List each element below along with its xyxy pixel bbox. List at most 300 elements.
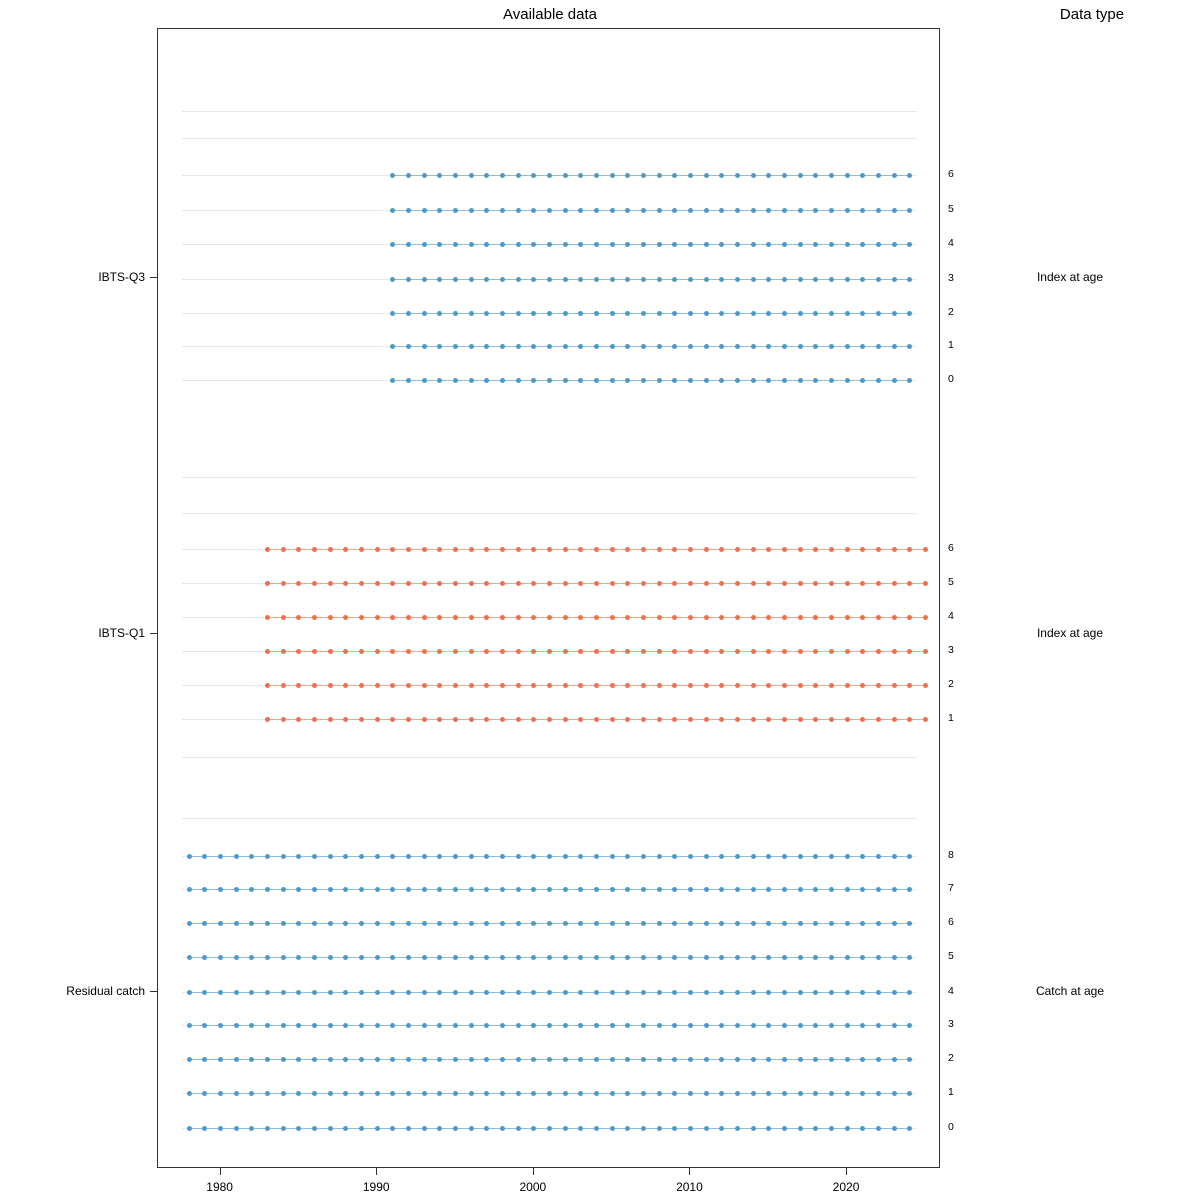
data-point	[829, 649, 834, 654]
data-point	[249, 990, 254, 995]
data-point	[202, 887, 207, 892]
data-point	[719, 955, 724, 960]
data-point	[422, 242, 427, 247]
data-point	[484, 683, 489, 688]
data-point	[641, 955, 646, 960]
data-point	[751, 683, 756, 688]
data-point	[484, 208, 489, 213]
data-point	[375, 854, 380, 859]
data-point	[829, 887, 834, 892]
data-point	[860, 854, 865, 859]
data-point	[782, 1091, 787, 1096]
data-point	[735, 955, 740, 960]
data-point	[798, 547, 803, 552]
data-point	[610, 990, 615, 995]
data-point	[594, 173, 599, 178]
data-point	[657, 1057, 662, 1062]
data-point	[594, 1023, 599, 1028]
data-point	[719, 887, 724, 892]
data-point	[641, 344, 646, 349]
data-point	[328, 1057, 333, 1062]
data-point	[234, 1126, 239, 1131]
data-point	[437, 887, 442, 892]
data-point	[860, 1091, 865, 1096]
data-point	[249, 887, 254, 892]
data-point	[876, 955, 881, 960]
data-point	[860, 1126, 865, 1131]
data-point	[453, 683, 458, 688]
data-point	[265, 717, 270, 722]
data-point	[641, 683, 646, 688]
data-point	[563, 311, 568, 316]
data-point	[375, 1023, 380, 1028]
data-point	[876, 1091, 881, 1096]
data-point	[453, 173, 458, 178]
age-label: 1	[948, 1086, 954, 1098]
data-point	[484, 311, 489, 316]
data-point	[500, 581, 505, 586]
data-point	[249, 955, 254, 960]
data-point	[218, 887, 223, 892]
data-point	[312, 581, 317, 586]
data-point	[484, 615, 489, 620]
data-point	[422, 683, 427, 688]
data-point	[845, 378, 850, 383]
data-point	[265, 1023, 270, 1028]
data-point	[281, 547, 286, 552]
data-point	[202, 990, 207, 995]
data-point	[672, 277, 677, 282]
data-point	[672, 615, 677, 620]
data-point	[641, 208, 646, 213]
data-point	[531, 378, 536, 383]
data-point	[657, 854, 662, 859]
data-point	[735, 615, 740, 620]
data-point	[829, 955, 834, 960]
data-point	[907, 990, 912, 995]
data-point	[876, 1057, 881, 1062]
data-point	[516, 649, 521, 654]
data-point	[469, 277, 474, 282]
data-point	[719, 344, 724, 349]
data-point	[437, 1023, 442, 1028]
data-point	[406, 615, 411, 620]
data-point	[751, 378, 756, 383]
data-point	[719, 990, 724, 995]
data-point	[594, 990, 599, 995]
data-point	[453, 921, 458, 926]
data-point	[594, 378, 599, 383]
data-point	[484, 581, 489, 586]
data-point	[641, 887, 646, 892]
data-point	[578, 378, 583, 383]
data-point	[907, 378, 912, 383]
data-point	[876, 887, 881, 892]
data-point	[281, 1091, 286, 1096]
data-point	[923, 683, 928, 688]
data-point	[516, 921, 521, 926]
data-point	[610, 547, 615, 552]
data-point	[813, 683, 818, 688]
data-point	[892, 615, 897, 620]
data-point	[892, 955, 897, 960]
data-point	[845, 277, 850, 282]
data-point	[672, 955, 677, 960]
data-point	[328, 581, 333, 586]
data-point	[876, 1126, 881, 1131]
data-point	[829, 854, 834, 859]
data-point	[860, 344, 865, 349]
data-point	[359, 615, 364, 620]
data-point	[782, 649, 787, 654]
data-point	[751, 344, 756, 349]
data-point	[484, 955, 489, 960]
data-point	[625, 887, 630, 892]
data-point	[907, 683, 912, 688]
data-point	[406, 887, 411, 892]
data-point	[563, 1057, 568, 1062]
data-point	[312, 1126, 317, 1131]
data-point	[578, 311, 583, 316]
data-point	[625, 277, 630, 282]
data-point	[625, 1057, 630, 1062]
data-point	[704, 311, 709, 316]
data-point	[547, 547, 552, 552]
data-point	[657, 242, 662, 247]
data-point	[641, 990, 646, 995]
data-point	[406, 208, 411, 213]
data-point	[876, 344, 881, 349]
data-point	[390, 581, 395, 586]
data-point	[328, 547, 333, 552]
data-point	[813, 277, 818, 282]
data-point	[688, 277, 693, 282]
data-point	[343, 1126, 348, 1131]
data-point	[187, 990, 192, 995]
data-point	[876, 717, 881, 722]
data-point	[625, 311, 630, 316]
data-point	[688, 208, 693, 213]
data-point	[500, 547, 505, 552]
data-point	[484, 649, 489, 654]
data-point	[610, 311, 615, 316]
data-point	[500, 649, 505, 654]
data-point	[484, 344, 489, 349]
data-point	[782, 921, 787, 926]
data-point	[704, 854, 709, 859]
data-point	[265, 615, 270, 620]
data-point	[876, 1023, 881, 1028]
data-point	[907, 344, 912, 349]
data-point	[390, 173, 395, 178]
data-point	[766, 547, 771, 552]
data-point	[782, 1057, 787, 1062]
data-point	[516, 581, 521, 586]
grid-line	[182, 138, 917, 139]
data-point	[547, 717, 552, 722]
data-point	[312, 990, 317, 995]
data-point	[547, 344, 552, 349]
data-point	[437, 921, 442, 926]
data-point	[751, 1091, 756, 1096]
data-point	[672, 717, 677, 722]
data-point	[281, 1057, 286, 1062]
x-axis-tick	[846, 1168, 847, 1175]
grid-line	[182, 111, 917, 112]
data-point	[390, 344, 395, 349]
data-point	[829, 1091, 834, 1096]
group-data-type: Index at age	[1036, 269, 1104, 284]
data-point	[829, 990, 834, 995]
data-point	[406, 1023, 411, 1028]
data-point	[469, 854, 474, 859]
data-point	[782, 277, 787, 282]
data-point	[813, 955, 818, 960]
data-point	[876, 615, 881, 620]
data-point	[719, 615, 724, 620]
data-point	[406, 1057, 411, 1062]
data-point	[860, 1023, 865, 1028]
data-point	[798, 311, 803, 316]
data-point	[625, 1126, 630, 1131]
data-point	[328, 1126, 333, 1131]
group-data-type: Catch at age	[1035, 984, 1105, 998]
data-point	[343, 887, 348, 892]
data-point	[813, 717, 818, 722]
data-point	[860, 173, 865, 178]
data-point	[907, 887, 912, 892]
data-point	[798, 1023, 803, 1028]
data-point	[265, 547, 270, 552]
data-point	[390, 649, 395, 654]
data-point	[657, 615, 662, 620]
data-point	[531, 717, 536, 722]
group-tick	[150, 633, 157, 634]
data-point	[704, 1126, 709, 1131]
data-point	[751, 173, 756, 178]
data-point	[453, 1057, 458, 1062]
data-point	[422, 1057, 427, 1062]
data-point	[860, 990, 865, 995]
data-point	[563, 547, 568, 552]
data-point	[845, 1023, 850, 1028]
data-point	[453, 990, 458, 995]
data-point	[735, 1126, 740, 1131]
data-point	[516, 854, 521, 859]
data-point	[578, 955, 583, 960]
data-point	[516, 1091, 521, 1096]
data-point	[641, 1126, 646, 1131]
data-point	[735, 683, 740, 688]
data-point	[766, 208, 771, 213]
data-point	[704, 1023, 709, 1028]
data-point	[187, 921, 192, 926]
data-point	[312, 683, 317, 688]
data-point	[876, 683, 881, 688]
data-point	[766, 1023, 771, 1028]
data-point	[735, 1091, 740, 1096]
x-axis-label: 1980	[206, 1180, 233, 1194]
data-point	[766, 344, 771, 349]
data-point	[610, 277, 615, 282]
data-point	[829, 242, 834, 247]
data-point	[531, 1057, 536, 1062]
data-point	[688, 378, 693, 383]
data-point	[892, 208, 897, 213]
age-label: 3	[948, 272, 954, 284]
data-point	[484, 1126, 489, 1131]
data-point	[672, 242, 677, 247]
data-point	[782, 854, 787, 859]
data-point	[845, 344, 850, 349]
data-point	[704, 921, 709, 926]
data-point	[249, 854, 254, 859]
data-point	[516, 173, 521, 178]
data-point	[907, 242, 912, 247]
data-point	[343, 1057, 348, 1062]
data-point	[876, 854, 881, 859]
data-point	[719, 1057, 724, 1062]
data-point	[469, 649, 474, 654]
data-point	[390, 683, 395, 688]
data-point	[719, 1023, 724, 1028]
data-point	[218, 1091, 223, 1096]
data-point	[437, 581, 442, 586]
data-point	[798, 208, 803, 213]
age-label: 6	[948, 542, 954, 554]
data-point	[610, 173, 615, 178]
data-point	[296, 547, 301, 552]
data-point	[453, 547, 458, 552]
data-point	[766, 277, 771, 282]
data-point	[641, 547, 646, 552]
group-label: IBTS-Q1	[98, 626, 145, 640]
data-point	[610, 344, 615, 349]
data-point	[453, 378, 458, 383]
data-point	[688, 344, 693, 349]
data-point	[343, 955, 348, 960]
data-point	[751, 887, 756, 892]
data-point	[766, 649, 771, 654]
data-point	[860, 1057, 865, 1062]
data-point	[594, 615, 599, 620]
datatype-column-header: Data type	[1059, 6, 1125, 23]
data-point	[234, 887, 239, 892]
data-point	[672, 311, 677, 316]
x-axis-tick	[533, 1168, 534, 1175]
data-point	[845, 208, 850, 213]
data-point	[766, 990, 771, 995]
data-point	[876, 581, 881, 586]
data-point	[453, 955, 458, 960]
data-point	[422, 717, 427, 722]
data-point	[610, 649, 615, 654]
data-point	[719, 854, 724, 859]
data-point	[422, 344, 427, 349]
data-point	[500, 921, 505, 926]
data-point	[500, 615, 505, 620]
data-point	[907, 615, 912, 620]
data-point	[390, 921, 395, 926]
data-point	[704, 955, 709, 960]
data-point	[876, 378, 881, 383]
data-point	[860, 277, 865, 282]
age-label: 3	[948, 1018, 954, 1030]
data-point	[641, 854, 646, 859]
age-label: 4	[948, 985, 954, 997]
data-point	[422, 887, 427, 892]
data-point	[437, 649, 442, 654]
data-point	[390, 1057, 395, 1062]
data-point	[218, 990, 223, 995]
data-point	[343, 615, 348, 620]
data-point	[641, 649, 646, 654]
data-point	[892, 344, 897, 349]
data-point	[625, 208, 630, 213]
data-point	[531, 1023, 536, 1028]
data-point	[296, 854, 301, 859]
data-point	[359, 887, 364, 892]
data-point	[594, 581, 599, 586]
data-point	[610, 1091, 615, 1096]
data-point	[751, 547, 756, 552]
data-point	[829, 173, 834, 178]
data-point	[500, 344, 505, 349]
data-point	[594, 921, 599, 926]
data-point	[531, 615, 536, 620]
data-point	[625, 683, 630, 688]
data-point	[234, 854, 239, 859]
data-point	[735, 173, 740, 178]
data-point	[641, 1057, 646, 1062]
data-point	[688, 921, 693, 926]
data-point	[892, 921, 897, 926]
data-point	[422, 615, 427, 620]
data-point	[469, 378, 474, 383]
data-point	[453, 887, 458, 892]
data-point	[249, 1057, 254, 1062]
data-point	[453, 344, 458, 349]
data-point	[578, 547, 583, 552]
data-point	[594, 955, 599, 960]
data-point	[751, 955, 756, 960]
data-point	[218, 1023, 223, 1028]
data-point	[704, 277, 709, 282]
data-point	[860, 242, 865, 247]
data-point	[672, 921, 677, 926]
data-point	[798, 1091, 803, 1096]
data-point	[860, 921, 865, 926]
data-point	[892, 378, 897, 383]
data-point	[500, 854, 505, 859]
data-point	[782, 615, 787, 620]
data-point	[422, 649, 427, 654]
data-point	[641, 378, 646, 383]
data-point	[281, 649, 286, 654]
data-point	[563, 378, 568, 383]
data-point	[704, 683, 709, 688]
data-point	[249, 921, 254, 926]
data-point	[907, 277, 912, 282]
data-point	[390, 208, 395, 213]
data-point	[281, 921, 286, 926]
data-point	[516, 990, 521, 995]
data-point	[484, 378, 489, 383]
data-point	[437, 344, 442, 349]
data-point	[312, 854, 317, 859]
group-data-type: Index at age	[1036, 626, 1104, 640]
data-point	[422, 854, 427, 859]
